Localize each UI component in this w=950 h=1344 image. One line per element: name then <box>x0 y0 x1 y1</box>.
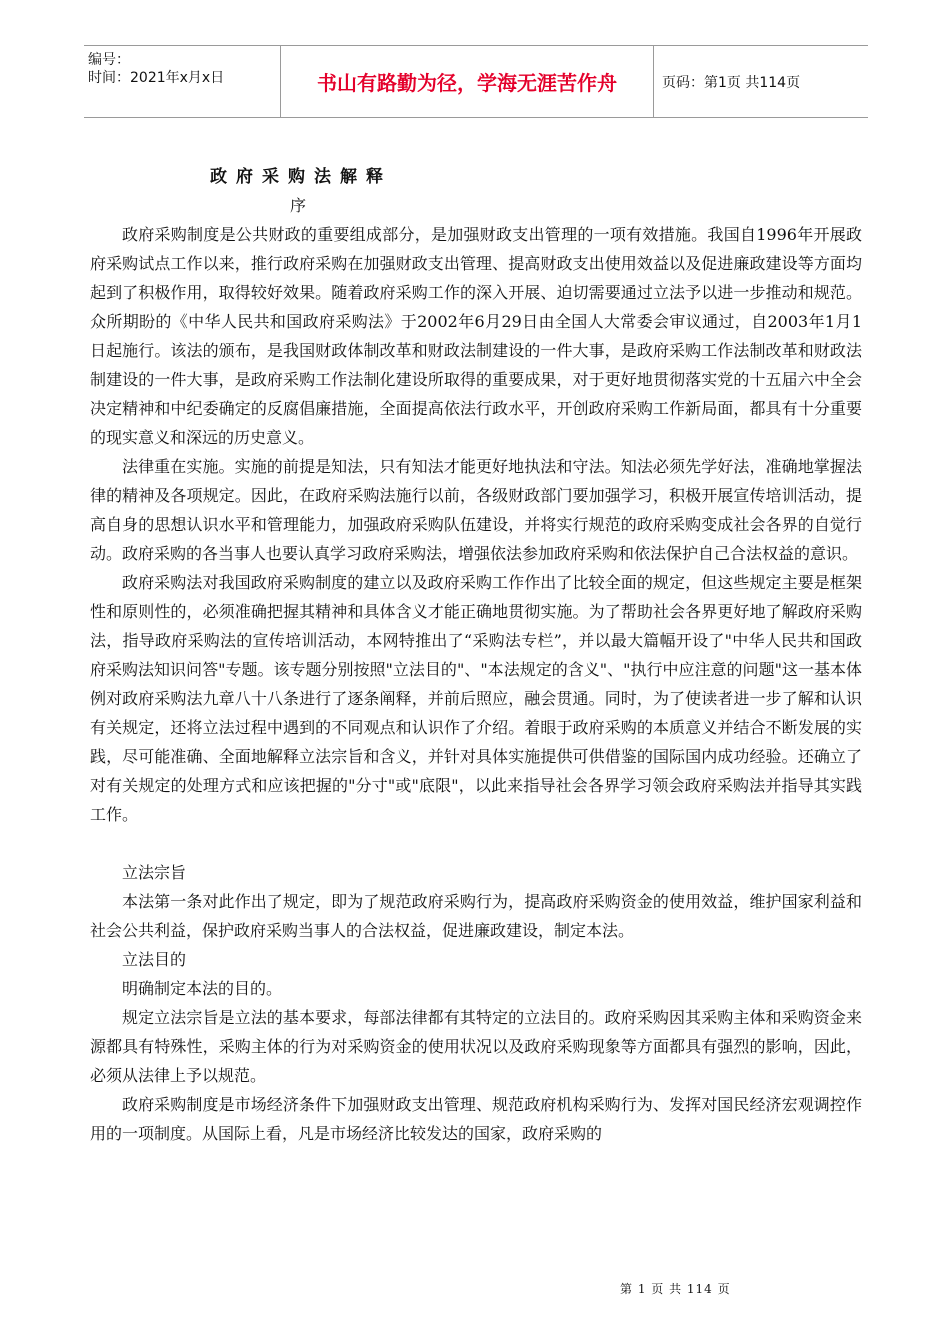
paragraph: 政府采购制度是市场经济条件下加强财政支出管理、规范政府机构采购行为、发挥对国民经济宏观调控作用的一项制度。从国际上看，凡是市场经济比较发达的国家，政府采购的 <box>90 1095 862 1143</box>
section-heading: 立法目的 <box>122 950 187 969</box>
page-footer: 第 1 页 共 114 页 <box>620 1282 731 1296</box>
header-page-code: 页码：第1页 共114页 <box>662 74 801 91</box>
paragraph: 明确制定本法的目的。 <box>122 979 283 998</box>
paragraph: 规定立法宗旨是立法的基本要求，每部法律都有其特定的立法目的。政府采购因其采购主体和采购资金来源都具有特殊性，采购主体的行为对采购资金的使用状况以及政府采购现象等方面都具有强烈的影响，因此，必须从法律上予以规范。 <box>90 1008 862 1085</box>
preface-heading: 序 <box>290 196 307 215</box>
document-time-label: 时间：2021年x月x日 <box>88 70 225 86</box>
section-heading: 立法宗旨 <box>122 863 187 882</box>
document-code-label: 编号： <box>88 52 130 68</box>
paragraph: 本法第一条对此作出了规定，即为了规范政府采购行为，提高政府采购资金的使用效益，维护国家利益和社会公共利益，保护政府采购当事人的合法权益，促进廉政建设，制定本法。 <box>90 892 862 940</box>
paragraph: 政府采购制度是公共财政的重要组成部分，是加强财政支出管理的一项有效措施。我国自1996年开展政府采购试点工作以来，推行政府采购在加强财政支出管理、提高财政支出使用效益以及促进廉政建设等方面均起到了积极作用，取得较好效果。随着政府采购工作的深入开展、迫切需要通过立法予以进一步推动和规范。众所期盼的《中华人民共和国政府采购法》于2002年6月29日由全国人大常委会审议通过，自2003年1月1日起施行。该法的颁布，是我国财政体制改革和财政法制建设的一件大事，是政府采购工作法制改革和财政法制建设的一件大事，是政府采购工作法制化建设所取得的重要成果，对于更好地贯彻落实党的十五届六中全会决定精神和中纪委确定的反腐倡廉措施，全面提高依法行政水平，开创政府采购工作新局面，都具有十分重要的现实意义和深远的历史意义。 <box>90 225 862 447</box>
header-meta <box>84 46 280 117</box>
header-motto-cell <box>280 46 654 117</box>
paragraph: 法律重在实施。实施的前提是知法，只有知法才能更好地执法和守法。知法必须先学好法，准确地掌握法律的精神及各项规定。因此，在政府采购法施行以前，各级财政部门要加强学习，积极开展宣传培训活动，提高自身的思想认识水平和管理能力，加强政府采购队伍建设，并将实行规范的政府采购变成社会各界的自觉行动。政府采购的各当事人也要认真学习政府采购法，增强依法参加政府采购和依法保护自己合法权益的意识。 <box>90 457 862 563</box>
document-body <box>90 220 862 1148</box>
paragraph: 政府采购法对我国政府采购制度的建立以及政府采购工作作出了比较全面的规定，但这些规定主要是框架性和原则性的，必须准确把握其精神和具体含义才能正确地贯彻实施。为了帮助社会各界更好地了解政府采购法，指导政府采购法的宣传培训活动，本网特推出了“采购法专栏”，并以最大篇幅开设了"中华人民共和国政府采购法知识问答"专题。该专题分别按照"立法目的"、"本法规定的含义"、"执行中应注意的问题"这一基本体例对政府采购法九章八十八条进行了逐条阐释，并前后照应，融会贯通。同时，为了使读者进一步了解和认识有关规定，还将立法过程中遇到的不同观点和认识作了介绍。着眼于政府采购的本质意义并结合不断发展的实践，尽可能准确、全面地解释立法宗旨和含义，并针对具体实施提供可供借鉴的国际国内成功经验。还确立了对有关规定的处理方式和应该把握的"分寸"或"底限"，以此来指导社会各界学习领会政府采购法并指导其实践工作。 <box>90 573 862 824</box>
document-title: 政府采购法解释 <box>210 167 392 187</box>
header-motto: 书山有路勤为径，学海无涯苦作舟 <box>317 71 617 95</box>
page-header <box>84 45 868 118</box>
